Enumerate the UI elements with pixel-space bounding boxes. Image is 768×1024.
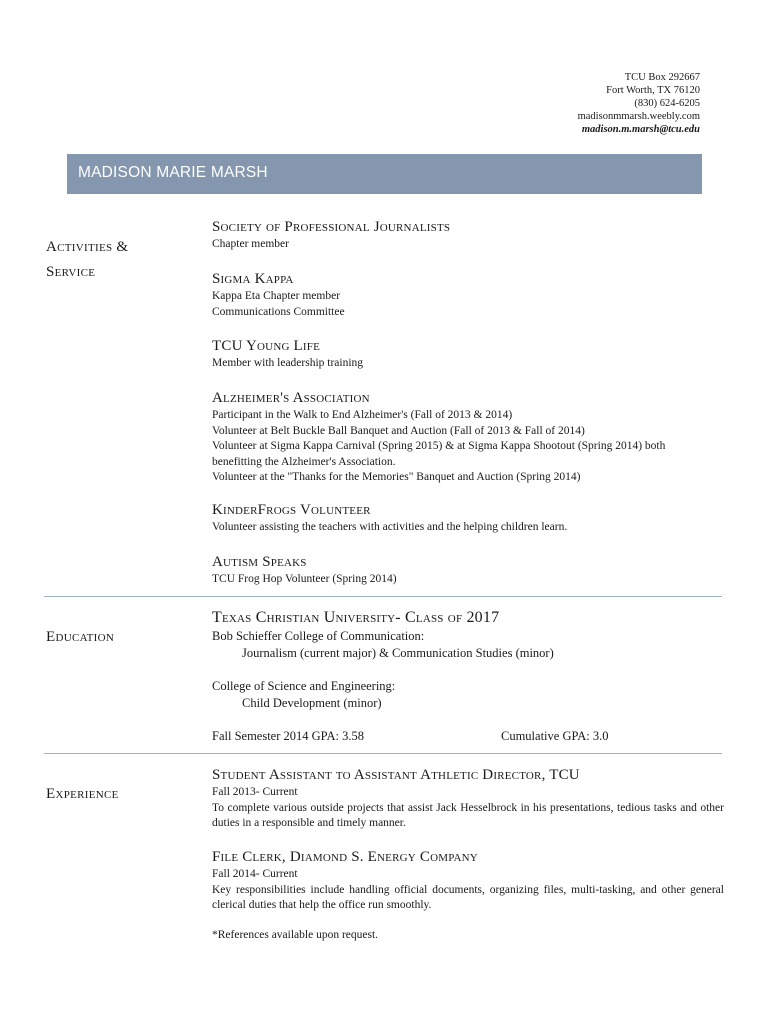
activity-title: Autism Speaks xyxy=(212,554,307,570)
activity-line: Participant in the Walk to End Alzheimer's (Fall of 2013 & 2014) xyxy=(212,409,513,421)
activity-line: Volunteer at the "Thanks for the Memories" Banquet and Auction (Spring 2014) xyxy=(212,471,581,484)
job-date: Fall 2014- Current xyxy=(212,868,298,880)
activity-entry xyxy=(212,337,724,372)
activity-title: TCU Young Life xyxy=(212,338,321,354)
contact-box: TCU Box 292667 xyxy=(624,72,700,83)
activity-entry xyxy=(212,553,724,588)
section-label-activities: Activities & Service xyxy=(46,239,129,280)
activity-line: Volunteer at Sigma Kappa Carnival (Spring 2015) & at Sigma Kappa Shootout (Spring 2014) both xyxy=(212,440,666,453)
contact-city: Fort Worth, TX 76120 xyxy=(606,85,700,96)
activity-entry xyxy=(212,218,724,253)
name-bar xyxy=(67,154,702,194)
activity-entry xyxy=(212,389,724,486)
cumulative-gpa: Cumulative GPA: 3.0 xyxy=(501,729,609,743)
education-entry xyxy=(212,608,724,745)
college-detail: Journalism (current major) & Communication Studies (minor) xyxy=(242,646,554,660)
references-note: *References available upon request. xyxy=(212,929,379,941)
activity-entry xyxy=(212,501,724,536)
college-name: Bob Schieffer College of Communication: xyxy=(212,629,425,643)
section-label-education: Education xyxy=(46,629,115,645)
activity-line: Volunteer assisting the teachers with activities and the helping children learn. xyxy=(212,521,568,533)
activity-line: TCU Frog Hop Volunteer (Spring 2014) xyxy=(212,573,397,585)
contact-website[interactable]: madisonmmarsh.weebly.com xyxy=(577,111,700,122)
gpa-row xyxy=(212,728,724,745)
activity-line: benefitting the Alzheimer's Association. xyxy=(212,455,396,468)
activity-title: Alzheimer's Association xyxy=(212,390,370,406)
college-name: College of Science and Engineering: xyxy=(212,679,396,693)
contact-block xyxy=(578,71,700,136)
activity-title: KinderFrogs Volunteer xyxy=(212,502,371,518)
activity-title: Sigma Kappa xyxy=(212,271,294,287)
experience-entry xyxy=(212,766,724,832)
education-title: Texas Christian University- Class of 2017 xyxy=(212,609,500,626)
job-description: Key responsibilities include handling official documents, organizing files, multi-tasking, and other general clerical duties that help the office run smoothly. xyxy=(212,883,724,912)
activity-line: Member with leadership training xyxy=(212,357,364,369)
job-date: Fall 2013- Current xyxy=(212,786,298,798)
section-divider xyxy=(44,753,722,754)
section-label-experience: Experience xyxy=(46,786,119,802)
full-name: MADISON MARIE MARSH xyxy=(78,164,268,181)
experience-entry xyxy=(212,848,724,914)
job-title: File Clerk, Diamond S. Energy Company xyxy=(212,849,478,865)
semester-gpa: Fall Semester 2014 GPA: 3.58 xyxy=(212,729,364,743)
activity-line: Volunteer at Belt Buckle Ball Banquet and Auction (Fall of 2013 & Fall of 2014) xyxy=(212,424,585,437)
job-title: Student Assistant to Assistant Athletic Director, TCU xyxy=(212,767,580,783)
activity-line: Communications Committee xyxy=(212,305,345,318)
activity-title: Society of Professional Journalists xyxy=(212,219,451,235)
college-detail: Child Development (minor) xyxy=(242,696,382,710)
activity-line: Chapter member xyxy=(212,238,289,250)
activity-line: Kappa Eta Chapter member xyxy=(212,290,341,302)
section-divider xyxy=(44,596,722,597)
job-description: To complete various outside projects that assist Jack Hesselbrock in his presentations, tedious tasks and other duties in a responsible and timely manner. xyxy=(212,801,724,830)
contact-email[interactable]: madison.m.marsh@tcu.edu xyxy=(581,124,700,135)
activity-entry xyxy=(212,270,724,320)
contact-phone: (830) 624-6205 xyxy=(634,98,700,109)
